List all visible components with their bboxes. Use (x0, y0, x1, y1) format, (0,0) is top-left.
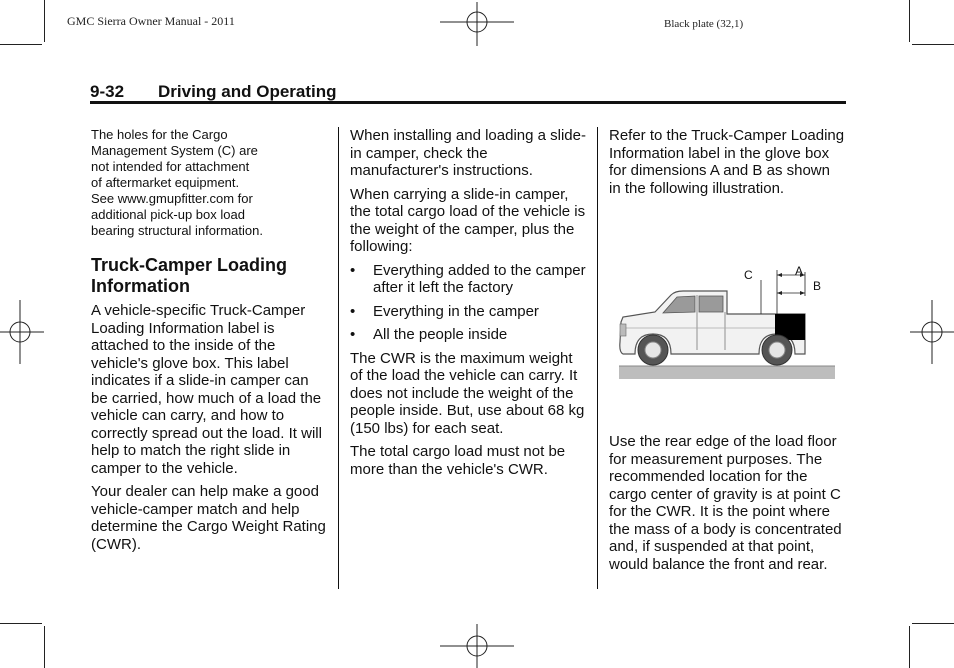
crop-mark-top-left-h (0, 44, 42, 45)
crop-mark-top-right-v (909, 0, 910, 42)
total-load-paragraph: The total cargo load must not be more than the vehicle's CWR. (350, 443, 566, 478)
registration-mark-left (0, 300, 44, 364)
registration-mark-bottom (440, 624, 514, 668)
note-line: The holes for the Cargo (91, 127, 228, 142)
section-title: Driving and Operating (158, 82, 337, 101)
refer-label-paragraph: Refer to the Truck-Camper Loading Information label in the glove box for dimensions A and B as shown in the following illustration. (609, 127, 845, 197)
installing-paragraph: When installing and loading a slide-in camper, check the manufacturer's instructions. (350, 127, 586, 179)
note-line: bearing structural information. (91, 223, 263, 238)
crop-mark-bottom-left-h (0, 623, 42, 624)
truck-camper-paragraph-1: A vehicle-specific Truck-Camper Loading Information label is attached to the inside of the vehicle's glove box. This label indicates if a slide-in camper can be carried, how much of a load the vehicle can carry, and how to correctly spread out the load. It will help to match the right slide in camper to the vehicle. (91, 302, 322, 477)
note-line: additional pick-up box load (91, 207, 245, 222)
crop-mark-bottom-right-v (909, 626, 910, 668)
column-divider-1 (338, 127, 339, 589)
column-3-lower (609, 433, 845, 579)
list-item-text: All the people inside (373, 326, 508, 343)
note-line: See www.gmupfitter.com for (91, 191, 253, 206)
header-rule (90, 101, 846, 104)
page-number: 9-32 (90, 82, 125, 101)
bullet-glyph: • (350, 302, 356, 320)
list-item-text: Everything in the camper (373, 302, 539, 320)
list-item (350, 303, 588, 321)
list-item-text: Everything added to the camper after it left the factory (373, 261, 586, 296)
column-divider-2 (597, 127, 598, 589)
manual-title: GMC Sierra Owner Manual - 2011 (67, 14, 235, 28)
registration-mark-top (440, 2, 514, 46)
ground (619, 366, 835, 379)
note-line: not intended for attachment (91, 159, 250, 174)
carrying-paragraph: When carrying a slide-in camper, the total cargo load of the vehicle is the weight of the camper, plus the following: (350, 185, 586, 255)
note-line: Management System (C) are (91, 143, 258, 158)
column-2 (350, 127, 588, 484)
cargo-load-list (350, 262, 588, 344)
cargo-management-note (91, 127, 329, 239)
crop-mark-bottom-left-v (44, 626, 45, 668)
truck-camper-illustration (615, 262, 837, 382)
crop-mark-top-left-v (44, 0, 45, 42)
list-item (350, 326, 588, 344)
crop-mark-top-right-h (912, 44, 954, 45)
bullet-glyph: • (350, 261, 356, 279)
label-b: B (813, 279, 822, 293)
cwr-paragraph: The CWR is the maximum weight of the load the vehicle can carry. It does not include the weight of the people inside. But, use about 68 kg (150 lbs) for each seat. (350, 349, 585, 437)
bullet-glyph: • (350, 326, 356, 343)
list-item (350, 262, 588, 297)
truck-camper-paragraph-2: Your dealer can help make a good vehicle-camper match and help determine the Cargo Weight Rating (CWR). (91, 483, 326, 553)
plate-label: Black plate (32,1) (664, 18, 744, 30)
crop-mark-bottom-right-h (912, 623, 954, 624)
label-c: C (744, 268, 753, 282)
truck-camper-heading: Truck-Camper Loading Information (91, 255, 288, 296)
column-1 (91, 127, 329, 559)
registration-mark-right (910, 300, 954, 364)
label-a: A (795, 264, 804, 278)
column-3 (609, 127, 845, 203)
measurement-paragraph: Use the rear edge of the load floor for measurement purposes. The recommended location for the cargo center of gravity is at point C for the CWR. It is the point where the mass of a body is concentrated and, if suspended at that point, would balance the front and rear. (609, 433, 842, 573)
note-line: of aftermarket equipment. (91, 175, 240, 190)
